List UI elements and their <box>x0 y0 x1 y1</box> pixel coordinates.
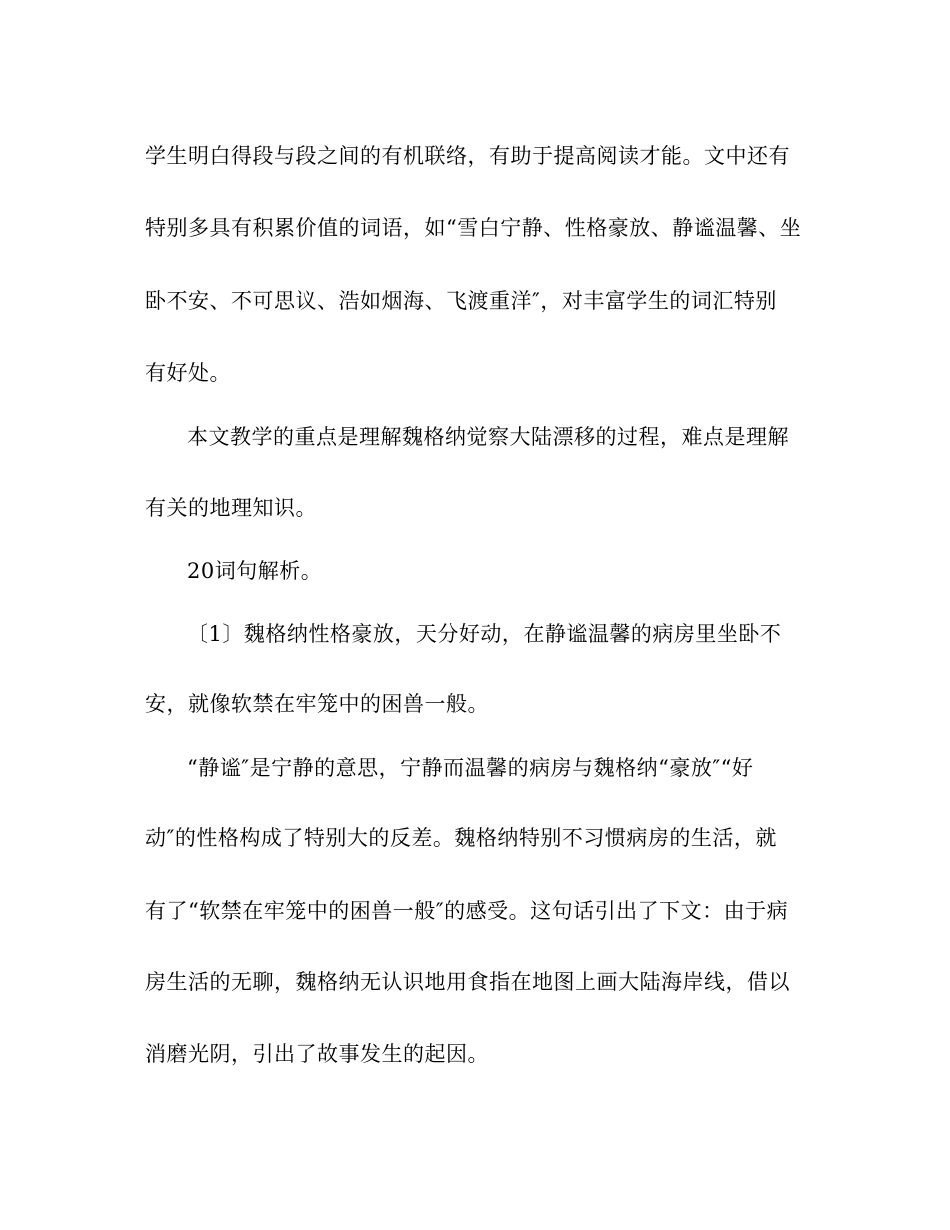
text-line: 学生明白得段与段之间的有机联络，有助于提高阅读才能。文中还有 <box>145 144 790 168</box>
section-heading: 20词句解析。 <box>187 559 323 583</box>
text-line: 动″的性格构成了特别大的反差。魏格纳特别不习惯病房的生活，就 <box>145 826 777 850</box>
text-line: 房生活的无聊，魏格纳无认识地用食指在地图上画大陆海岸线，借以 <box>145 970 790 994</box>
text-line: 本文教学的重点是理解魏格纳觉察大陆漂移的过程，难点是理解 <box>187 425 789 449</box>
text-line: 〔1〕魏格纳性格豪放，天分好动，在静谧温馨的病房里坐卧不 <box>187 622 782 646</box>
text-line: 消磨光阴，引出了故事发生的起因。 <box>145 1042 489 1066</box>
text-line: “静谧″是宁静的意思，宁静而温馨的病房与魏格纳“豪放″“好 <box>187 756 754 780</box>
text-line: 安，就像软禁在牢笼中的困兽一般。 <box>145 692 489 716</box>
text-line: 特别多具有积累价值的词语，如“雪白宁静、性格豪放、静谧温馨、坐 <box>145 216 802 240</box>
text-line: 有了“软禁在牢笼中的困兽一般″的感受。这句话引出了下文：由于病 <box>145 899 789 923</box>
text-line: 有好处。 <box>145 361 231 385</box>
text-line: 卧不安、不可思议、浩如烟海、飞渡重洋″，对丰富学生的词汇特别 <box>145 289 777 313</box>
text-line: 有关的地理知识。 <box>145 496 317 520</box>
